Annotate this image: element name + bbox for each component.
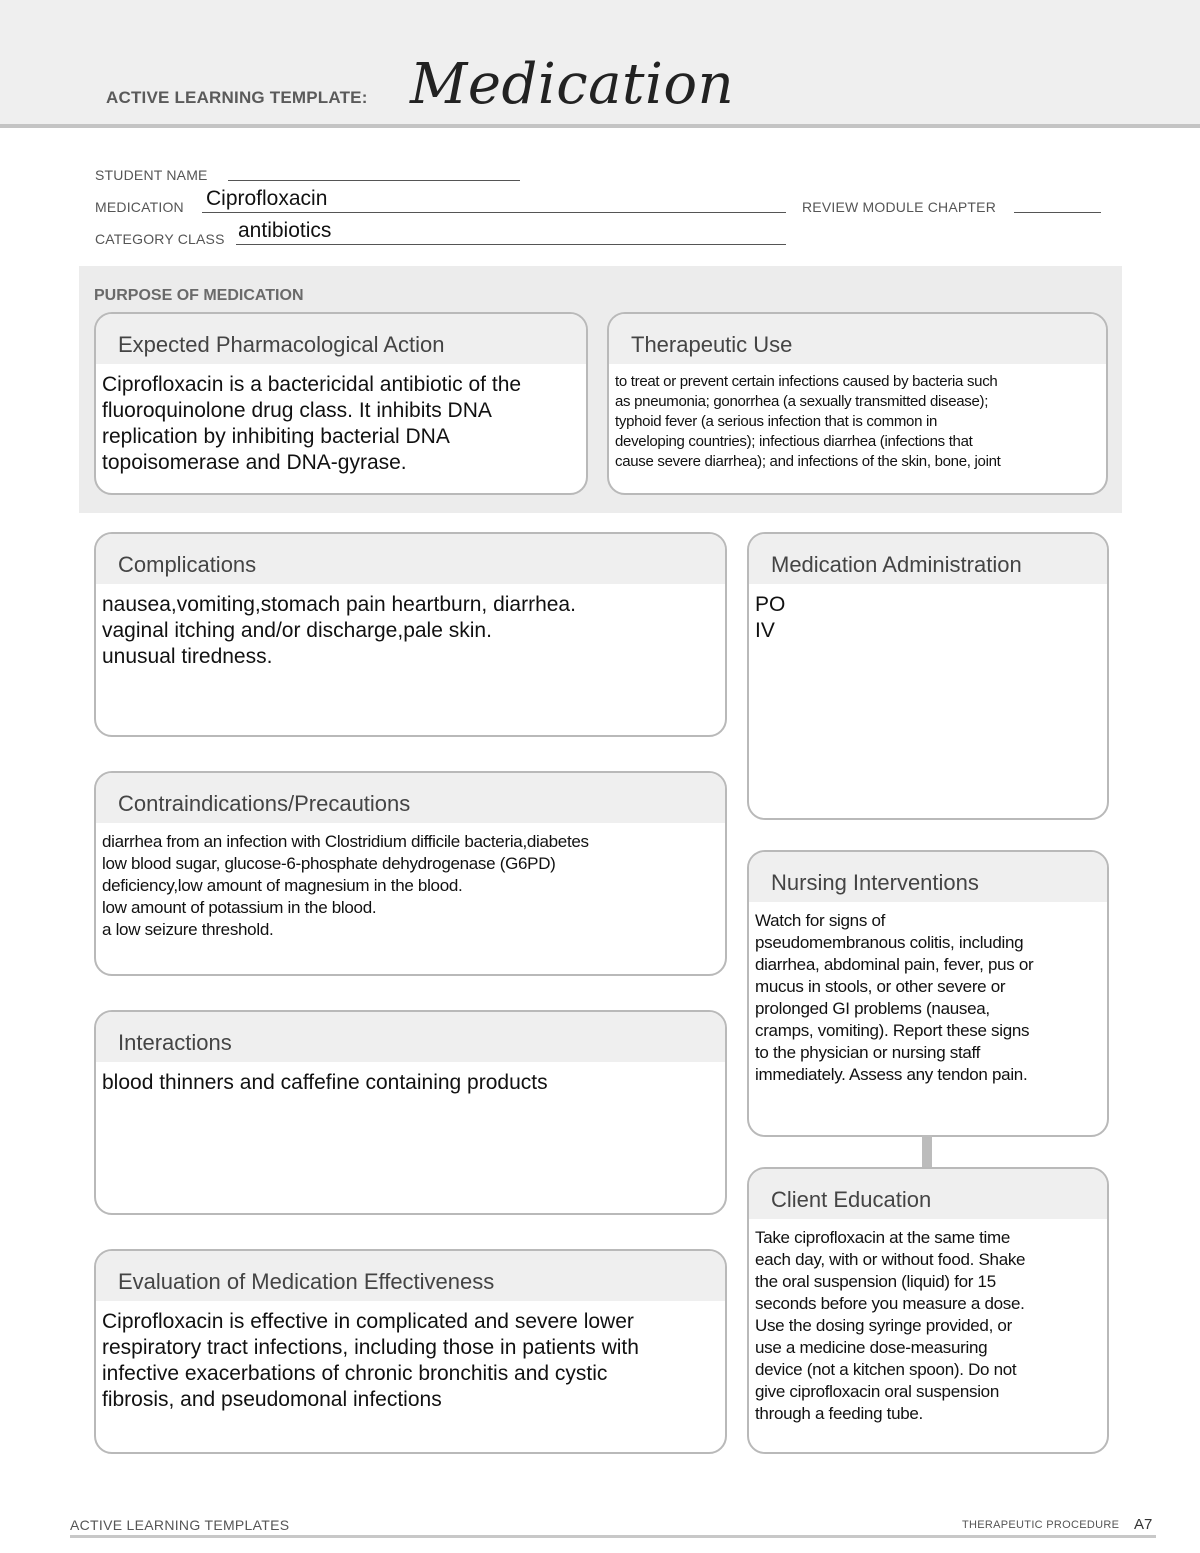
page-title: Medication <box>410 52 735 117</box>
purpose-label: PURPOSE OF MEDICATION <box>94 287 304 304</box>
contraindications-card <box>94 771 727 976</box>
interactions-text[interactable]: blood thinners and caffefine containing products <box>102 1071 548 1094</box>
medication-line <box>202 212 786 213</box>
therapeutic-use-card <box>607 312 1108 495</box>
client-education-title: Client Education <box>749 1169 1107 1219</box>
footer-left-label: ACTIVE LEARNING TEMPLATES <box>70 1517 290 1533</box>
review-module-line <box>1014 212 1101 213</box>
category-class-line <box>236 244 786 245</box>
nursing-interventions-card <box>747 850 1109 1137</box>
contraindications-title: Contraindications/Precautions <box>96 773 725 823</box>
interactions-card <box>94 1010 727 1215</box>
client-education-text[interactable]: Take ciprofloxacin at the same time each day, with or without food. Shake the oral suspension (liquid) for 15 seconds before you measure a dose. Use the dosing syringe provided, or use a medicine dose-measuring device (not a kitchen spoon). Do not give ciprofloxacin oral suspension through a feeding tube. <box>755 1228 1026 1423</box>
therapeutic-use-text[interactable]: to treat or prevent certain infections caused by bacteria such as pneumonia; gonorrhea (a sexually transmitted disease); typhoid fever (a serious infection that is common in developing countries); infectious diarrhea (infections that cause severe diarrhea); and infections of the skin, bone, joint <box>615 373 1001 470</box>
expected-action-text[interactable]: Ciprofloxacin is a bactericidal antibiotic of the fluoroquinolone drug class. It inhibits DNA replication by inhibiting bacterial DNA topoisomerase and DNA-gyrase. <box>102 373 522 474</box>
evaluation-title: Evaluation of Medication Effectiveness <box>96 1251 725 1301</box>
review-module-label: REVIEW MODULE CHAPTER <box>802 199 996 215</box>
complications-text[interactable]: nausea,vomiting,stomach pain heartburn, diarrhea. vaginal itching and/or discharge,pale skin. unusual tiredness. <box>102 593 576 668</box>
nursing-interventions-title: Nursing Interventions <box>749 852 1107 902</box>
category-class-label: CATEGORY CLASS <box>95 231 225 247</box>
therapeutic-use-title: Therapeutic Use <box>609 314 1106 364</box>
category-class-field[interactable]: antibiotics <box>238 219 332 242</box>
contraindications-text[interactable]: diarrhea from an infection with Clostridium difficile bacteria,diabetes low blood sugar, glucose-6-phosphate dehydrogenase (G6PD) deficiency,low amount of magnesium in the blood. low amount of potassium in the blood. a low seizure threshold. <box>102 832 589 939</box>
nursing-interventions-text[interactable]: Watch for signs of pseudomembranous colitis, including diarrhea, abdominal pain, fever, pus or mucus in stools, or other severe or prolonged GI problems (nausea, cramps, vomiting). Report these signs to the physician or nursing staff immediately. Assess any tendon pain. <box>755 911 1034 1084</box>
student-name-line <box>228 180 520 181</box>
student-name-label: STUDENT NAME <box>95 167 208 183</box>
footer-divider <box>70 1535 1156 1538</box>
client-education-card <box>747 1167 1109 1454</box>
administration-text[interactable]: PO IV <box>755 593 786 642</box>
evaluation-card <box>94 1249 727 1454</box>
expected-action-title: Expected Pharmacological Action <box>96 314 586 364</box>
page-number: A7 <box>1134 1516 1153 1533</box>
medication-field[interactable]: Ciprofloxacin <box>206 187 328 210</box>
evaluation-text[interactable]: Ciprofloxacin is effective in complicated and severe lower respiratory tract infections, including those in patients with infective exacerbations of chronic bronchitis and cystic fibrosis, and pseudomonal infections <box>102 1310 639 1411</box>
complications-title: Complications <box>96 534 725 584</box>
administration-card <box>747 532 1109 820</box>
expected-action-card <box>94 312 588 495</box>
administration-title: Medication Administration <box>749 534 1107 584</box>
interactions-title: Interactions <box>96 1012 725 1062</box>
complications-card <box>94 532 727 737</box>
medication-label: MEDICATION <box>95 199 184 215</box>
template-label: ACTIVE LEARNING TEMPLATE: <box>106 88 368 107</box>
footer-right-label: THERAPEUTIC PROCEDURE <box>962 1519 1120 1531</box>
card-connector <box>922 1135 932 1167</box>
